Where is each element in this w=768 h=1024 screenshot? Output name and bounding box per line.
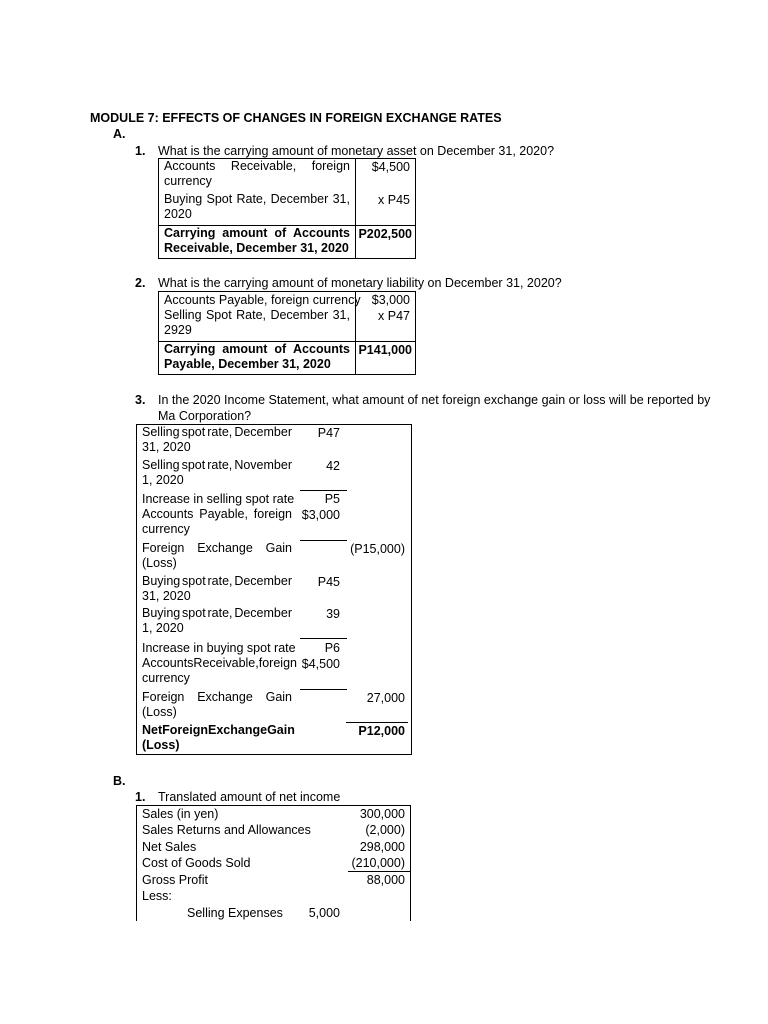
q2-total-value: P141,000 (358, 343, 412, 357)
section-a-label: A. (113, 127, 126, 141)
b1-row-cogs: Cost of Goods Sold (142, 856, 251, 870)
q2-row-ap: Accounts Payable, foreign currency (164, 293, 361, 307)
section-b-label: B. (113, 774, 126, 788)
b1-row-net-sales: Net Sales (142, 840, 197, 854)
q3-row-increase-buying: Increase in buying spot rate (142, 641, 296, 655)
b1-row-gross-profit: Gross Profit (142, 873, 208, 887)
q1-ar-value: $4,500 (371, 160, 410, 174)
q3-row-fx-loss: Foreign Exchange Gain (Loss) (142, 541, 292, 570)
q3-row-ap: Accounts Payable, foreign currency (142, 507, 292, 536)
q3-row-fx-gain: Foreign Exchange Gain (Loss) (142, 690, 292, 719)
q1-row-ar: Accounts Receivable, foreign currency (164, 159, 350, 188)
q2-ap-value: $3,000 (371, 293, 410, 307)
q3-question-line1: In the 2020 Income Statement, what amount of net foreign exchange gain or loss will be reported by (158, 393, 711, 407)
q2-rate-value: x P47 (378, 309, 410, 323)
q3-row-buying-dec1: Buying spot rate, December 1, 2020 (142, 606, 292, 635)
q3-ap-mid: $3,000 (301, 508, 340, 522)
page-title: MODULE 7: EFFECTS OF CHANGES IN FOREIGN EXCHANGE RATES (90, 111, 502, 125)
q3-row-selling-nov: Selling spot rate, November 1, 2020 (142, 458, 292, 487)
b1-row-selling-expenses: Selling Expenses (187, 906, 283, 920)
q3-selling-dec-mid: P47 (317, 426, 340, 440)
b1-row-less: Less: (142, 889, 172, 903)
q2-row-rate: Selling Spot Rate, December 31, 2929 (164, 308, 350, 337)
q3-row-buying-dec31: Buying spot rate, December 31, 2020 (142, 574, 292, 603)
q3-row-ar: Accounts Receivable, foreign currency (142, 656, 297, 685)
q3-rule-3 (300, 638, 347, 639)
q1-rate-value: x P45 (378, 193, 410, 207)
q3-question-line2: Ma Corporation? (158, 409, 252, 423)
q1-row-rate: Buying Spot Rate, December 31, 2020 (164, 192, 350, 221)
q3-increase-buying-mid: P6 (324, 641, 340, 655)
b1-cogs-value: (210,000) (351, 856, 405, 870)
q3-buying-dec1-mid: 39 (326, 607, 340, 621)
q3-net-value: P12,000 (358, 724, 405, 738)
b1-heading: Translated amount of net income (158, 790, 341, 804)
q3-ar-mid: $4,500 (301, 657, 340, 671)
q3-row-net: Net Foreign Exchange Gain (Loss) (142, 723, 295, 752)
q3-row-selling-dec: Selling spot rate, December 31, 2020 (142, 425, 292, 454)
b1-net-sales-value: 298,000 (359, 840, 405, 854)
q2-question: What is the carrying amount of monetary liability on December 31, 2020? (158, 276, 562, 290)
b1-gross-profit-value: 88,000 (366, 873, 405, 887)
q3-fx-loss-value: (P15,000) (350, 542, 405, 556)
q3-increase-selling-mid: P5 (324, 492, 340, 506)
b1-number: 1. (135, 790, 146, 804)
q3-buying-dec31-mid: P45 (317, 575, 340, 589)
q1-row-total: Carrying amount of Accounts Receivable, December 31, 2020 (164, 226, 350, 255)
q1-number: 1. (135, 144, 146, 158)
q3-row-increase-selling: Increase in selling spot rate (142, 492, 295, 506)
q2-row-total: Carrying amount of Accounts Payable, December 31, 2020 (164, 342, 350, 371)
b1-row-sales: Sales (in yen) (142, 807, 219, 821)
b1-selling-expenses-value: 5,000 (308, 906, 340, 920)
b1-table-left (136, 805, 137, 921)
b1-row-returns: Sales Returns and Allowances (142, 823, 311, 837)
q3-number: 3. (135, 393, 146, 407)
b1-table-right (410, 805, 411, 921)
q1-question: What is the carrying amount of monetary asset on December 31, 2020? (158, 144, 555, 158)
q1-total-value: P202,500 (358, 227, 412, 241)
q3-selling-nov-mid: 42 (326, 459, 340, 473)
b1-returns-value: (2,000) (365, 823, 405, 837)
b1-sales-value: 300,000 (359, 807, 405, 821)
q2-number: 2. (135, 276, 146, 290)
q3-fx-gain-value: 27,000 (366, 691, 405, 705)
